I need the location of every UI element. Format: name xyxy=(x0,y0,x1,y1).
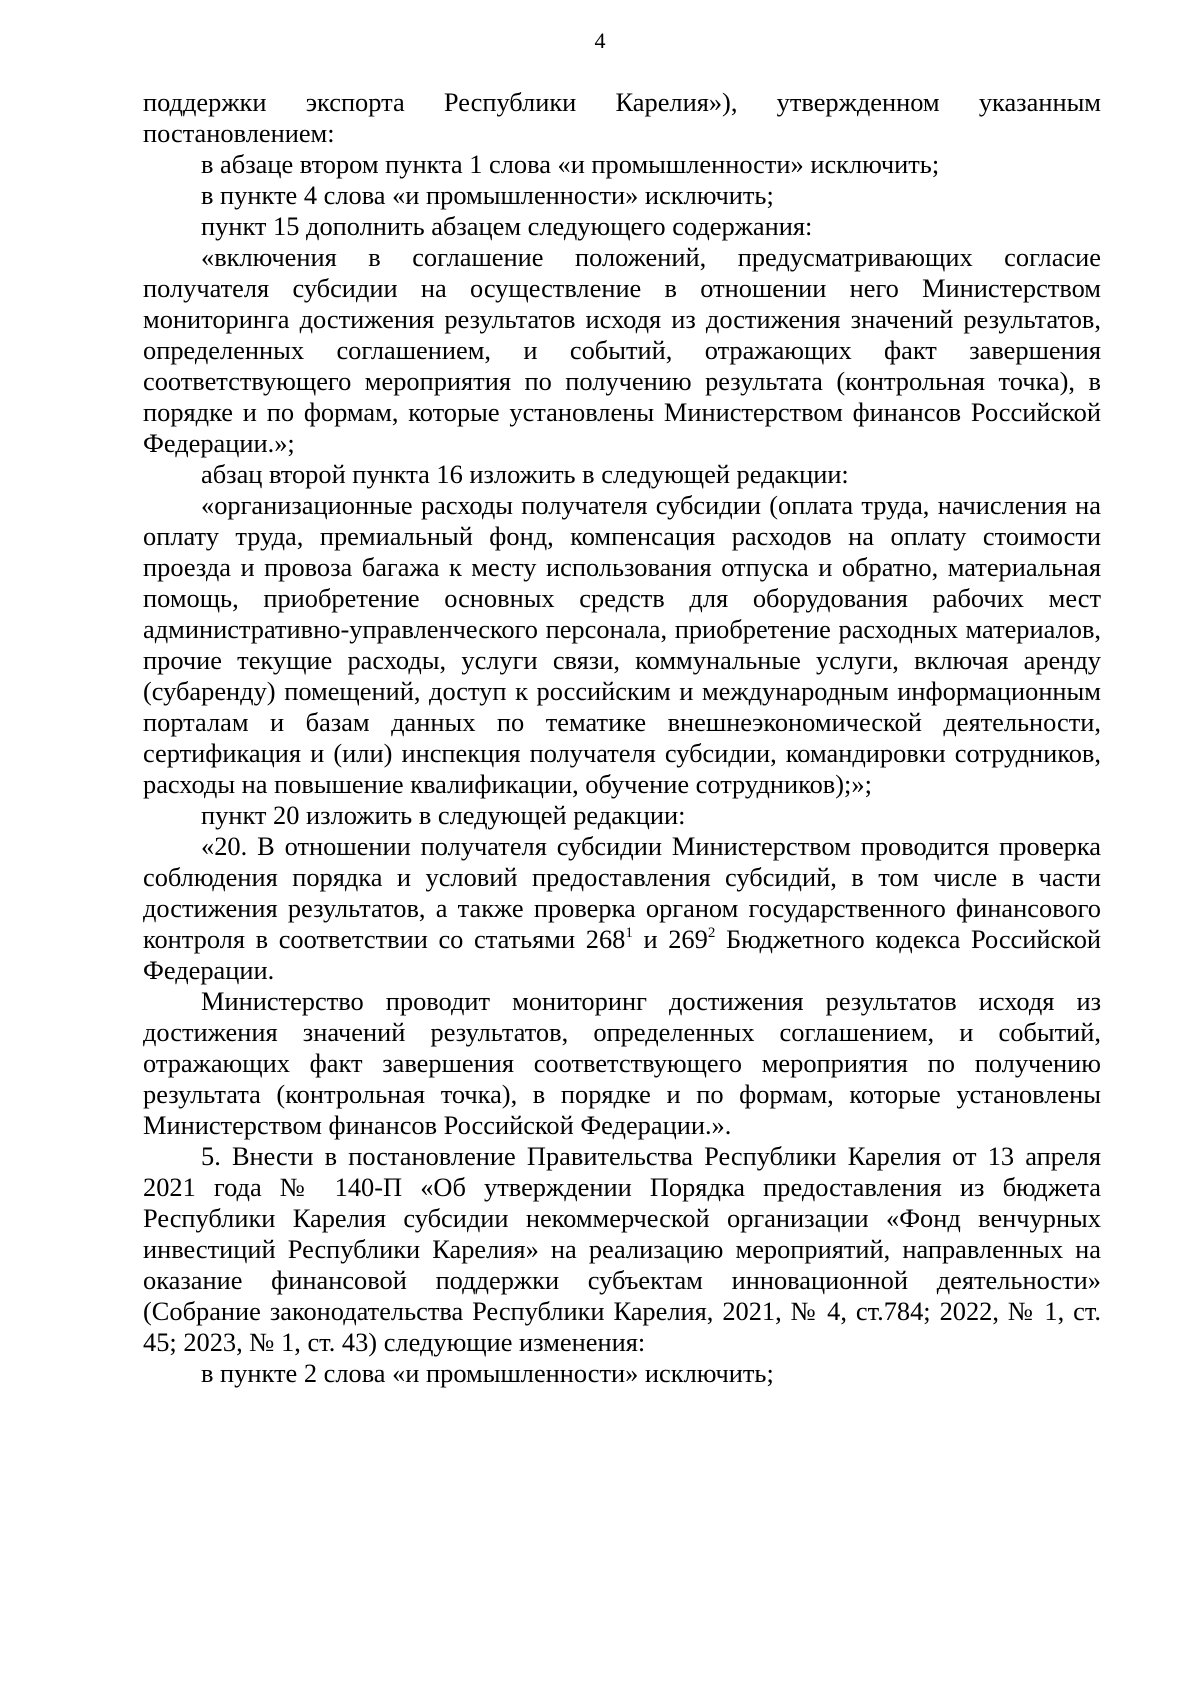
quoted-item-20-text-c: Бюджетного кодекса Российской Федерации. xyxy=(143,924,1102,985)
paragraph-monitoring: Министерство проводит мониторинг достижения результатов исходя из достижения значений результатов, определенных соглашением, и событий, отражающих факт завершения соответствующего мероприятия по получению результата (контрольная точка), в порядке и по формам, которые установлены Министерством финансов Российской Федерации.». xyxy=(143,986,1101,1140)
paragraph-quoted-item-20 xyxy=(143,831,1101,986)
paragraph-amendment-item-1: в абзаце втором пункта 1 слова «и промышленности» исключить; xyxy=(201,149,940,179)
document-body xyxy=(143,87,1101,1389)
paragraph-amendment-item-15: пункт 15 дополнить абзацем следующего содержания: xyxy=(201,211,813,241)
paragraph-amendment-item-4: в пункте 4 слова «и промышленности» исключить; xyxy=(201,180,774,210)
superscript-article-268: 1 xyxy=(625,925,633,941)
superscript-article-269: 2 xyxy=(707,925,716,941)
paragraph-continuation: поддержки экспорта Республики Карелия»), утвержденном указанным постановлением: xyxy=(143,87,1101,148)
paragraph-amendment-item-2: в пункте 2 слова «и промышленности» исключить; xyxy=(201,1358,774,1388)
paragraph-amendment-item-20: пункт 20 изложить в следующей редакции: xyxy=(201,800,686,830)
paragraph-amendment-item-16: абзац второй пункта 16 изложить в следующей редакции: xyxy=(201,459,849,489)
paragraph-quoted-item-15: «включения в соглашение положений, предусматривающих согласие получателя субсидии на осуществление в отношении него Министерством мониторинга достижения результатов исходя из достижения значений результатов, определенных соглашением, и событий, отражающих факт завершения соответствующего мероприятия по получению результата (контрольная точка), в порядке и по формам, которые установлены Министерством финансов Российской Федерации.»; xyxy=(143,242,1101,458)
quoted-item-20-text-a: «20. В отношении получателя субсидии Министерством проводится проверка соблюдения порядка и условий предоставления субсидий, в том числе в части достижения результатов, а также проверка органом государственного финансового контроля в соответствии со статьями 268 xyxy=(143,831,1101,954)
paragraph-point-5: 5. Внести в постановление Правительства Республики Карелия от 13 апреля 2021 года № 140-П «Об утверждении Порядка предоставления из бюджета Республики Карелия субсидии некоммерческой организации «Фонд венчурных инвестиций Республики Карелия» на реализацию мероприятий, направленных на оказание финансовой поддержки субъектам инновационной деятельности» (Собрание законодательства Республики Карелия, 2021, № 4, ст.784; 2022, № 1, ст. 45; 2023, № 1, ст. 43) следующие изменения: xyxy=(143,1141,1101,1357)
paragraph-quoted-item-16: «организационные расходы получателя субсидии (оплата труда, начисления на оплату труда, премиальный фонд, компенсация расходов на оплату стоимости проезда и провоза багажа к месту использования отпуска и обратно, материальная помощь, приобретение основных средств для оборудования рабочих мест административно-управленческого персонала, приобретение расходных материалов, прочие текущие расходы, услуги связи, коммунальные услуги, включая аренду (субаренду) помещений, доступ к российским и международным информационным порталам и базам данных по тематике внешнеэкономической деятельности, сертификация и (или) инспекция получателя субсидии, командировки сотрудников, расходы на повышение квалификации, обучение сотрудников);»; xyxy=(143,490,1101,799)
quoted-item-20-text-b: и 269 xyxy=(632,924,708,954)
page-number: 4 xyxy=(594,28,606,53)
